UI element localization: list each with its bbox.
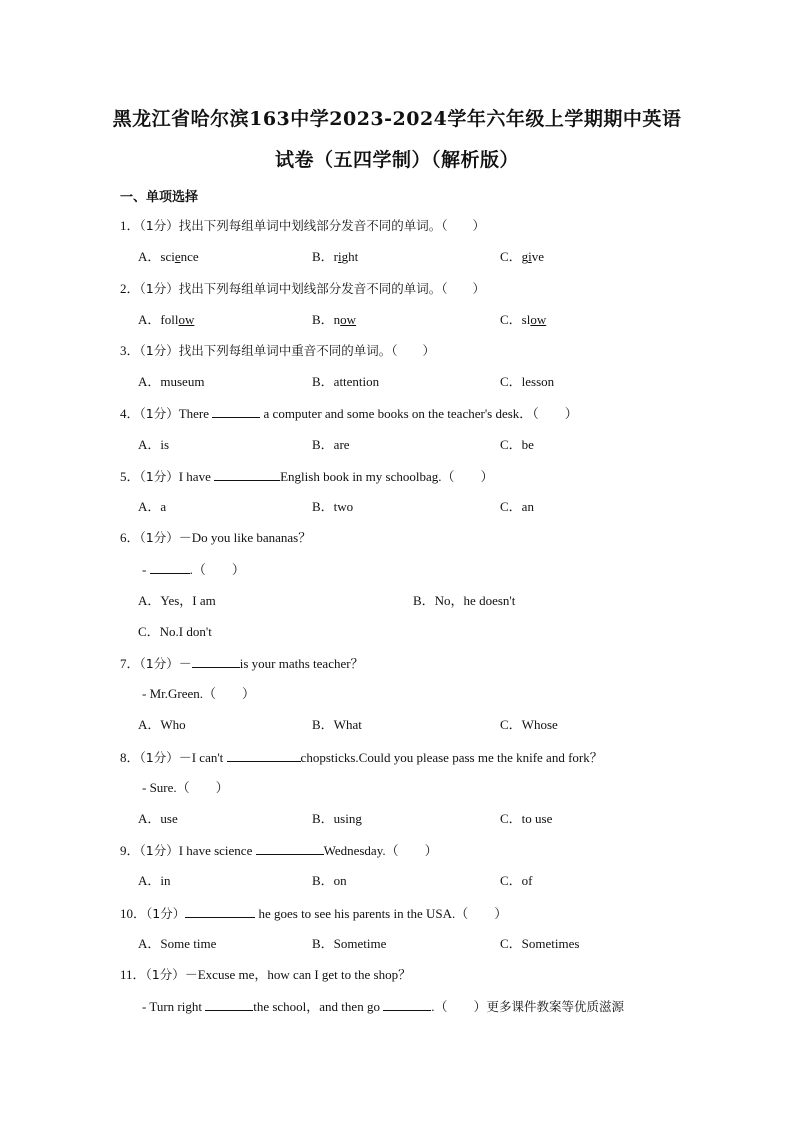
answer-blank[interactable] bbox=[383, 998, 431, 1011]
option-c[interactable]: C．Sometimes bbox=[500, 936, 580, 951]
option-c[interactable]: C．to use bbox=[500, 811, 553, 826]
question-7: 7．（1分）－ is your maths teacher？ bbox=[120, 656, 364, 671]
option-a[interactable]: A．Some time bbox=[138, 936, 217, 951]
answer-blank[interactable] bbox=[227, 749, 301, 762]
question-score: （1分） bbox=[139, 281, 179, 296]
question-8: 8．（1分）－I can't chopsticks.Could you please pass me the knife and fork？ bbox=[120, 750, 603, 765]
option-a[interactable]: A．Who bbox=[138, 717, 186, 732]
option-c[interactable]: C．lesson bbox=[500, 374, 555, 389]
question-9: 9．（1分）I have science Wednesday.（ ） bbox=[120, 843, 438, 858]
option-b[interactable]: B．right bbox=[312, 249, 359, 264]
question-8-response: - Sure.（ ） bbox=[142, 780, 229, 795]
question-number: 1． bbox=[120, 218, 140, 233]
question-10: 10．（1分） he goes to see his parents in the USA.（ ） bbox=[120, 906, 508, 921]
question-6: 6．（1分）－Do you like bananas？ bbox=[120, 530, 312, 545]
option-b[interactable]: B．two bbox=[312, 499, 354, 514]
promo-text[interactable]: 更多课件教案等优质滋源 bbox=[486, 999, 624, 1014]
option-b[interactable]: B．Sometime bbox=[312, 936, 387, 951]
answer-blank[interactable] bbox=[212, 405, 260, 418]
answer-blank[interactable] bbox=[192, 655, 240, 668]
option-b[interactable]: B．No，he doesn't bbox=[413, 593, 516, 608]
option-b[interactable]: B．now bbox=[312, 312, 357, 327]
option-c[interactable]: C．of bbox=[500, 873, 533, 888]
question-11-response: - Turn right the school，and then go .（ ）更多课件教案等优质滋源 bbox=[142, 999, 624, 1014]
option-b[interactable]: B．What bbox=[312, 717, 362, 732]
option-a[interactable]: A．is bbox=[138, 437, 170, 452]
question-1 bbox=[120, 218, 485, 234]
exam-title-line2: 试卷（五四学制）（解析版） bbox=[274, 149, 519, 171]
question-score: （1分） bbox=[139, 343, 179, 358]
answer-blank[interactable] bbox=[205, 998, 253, 1011]
question-6-response: - .（ ） bbox=[142, 562, 245, 577]
option-c[interactable]: C．slow bbox=[500, 312, 547, 327]
section-heading: 一、单项选择 bbox=[120, 190, 199, 205]
option-a[interactable]: A．Yes，I am bbox=[138, 593, 216, 608]
question-5: 5．（1分）I have English book in my schoolbag.（ ） bbox=[120, 469, 494, 484]
answer-blank[interactable] bbox=[150, 561, 190, 574]
option-b[interactable]: B．are bbox=[312, 437, 350, 452]
question-7-response: - Mr.Green.（ ） bbox=[142, 686, 256, 701]
exam-title-line1: 黑龙江省哈尔滨163中学2023-2024学年六年级上学期期中英语 bbox=[112, 108, 682, 130]
question-4: 4．（1分）There a computer and some books on the teacher's desk．（ ） bbox=[120, 406, 578, 421]
option-c[interactable]: C．an bbox=[500, 499, 534, 514]
option-b[interactable]: B．on bbox=[312, 873, 347, 888]
question-3 bbox=[120, 343, 435, 359]
question-number: 3． bbox=[120, 343, 140, 358]
answer-blank[interactable] bbox=[256, 842, 324, 855]
option-b[interactable]: B．attention bbox=[312, 374, 380, 389]
question-stem: 找出下列每组单词中划线部分发音不同的单词。（ ） bbox=[178, 281, 485, 296]
option-b[interactable]: B．using bbox=[312, 811, 362, 826]
option-c[interactable]: C．No.I don't bbox=[138, 624, 212, 639]
option-a[interactable]: A．science bbox=[138, 249, 199, 264]
option-c[interactable]: C．Whose bbox=[500, 717, 558, 732]
option-a[interactable]: A．use bbox=[138, 811, 178, 826]
option-a[interactable]: A．a bbox=[138, 499, 167, 514]
question-stem: 找出下列每组单词中重音不同的单词。（ ） bbox=[178, 343, 435, 358]
option-c[interactable]: C．give bbox=[500, 249, 545, 264]
question-stem: 找出下列每组单词中划线部分发音不同的单词。（ ） bbox=[178, 218, 485, 233]
answer-blank[interactable] bbox=[214, 468, 280, 481]
question-number: 2． bbox=[120, 281, 140, 296]
answer-blank[interactable] bbox=[185, 905, 255, 918]
option-a[interactable]: A．in bbox=[138, 873, 171, 888]
option-a[interactable]: A．follow bbox=[138, 312, 195, 327]
question-11: 11．（1分）－Excuse me，how can I get to the shop？ bbox=[120, 967, 412, 982]
question-score: （1分） bbox=[139, 218, 179, 233]
option-a[interactable]: A．museum bbox=[138, 374, 205, 389]
question-2 bbox=[120, 281, 485, 297]
option-c[interactable]: C．be bbox=[500, 437, 534, 452]
